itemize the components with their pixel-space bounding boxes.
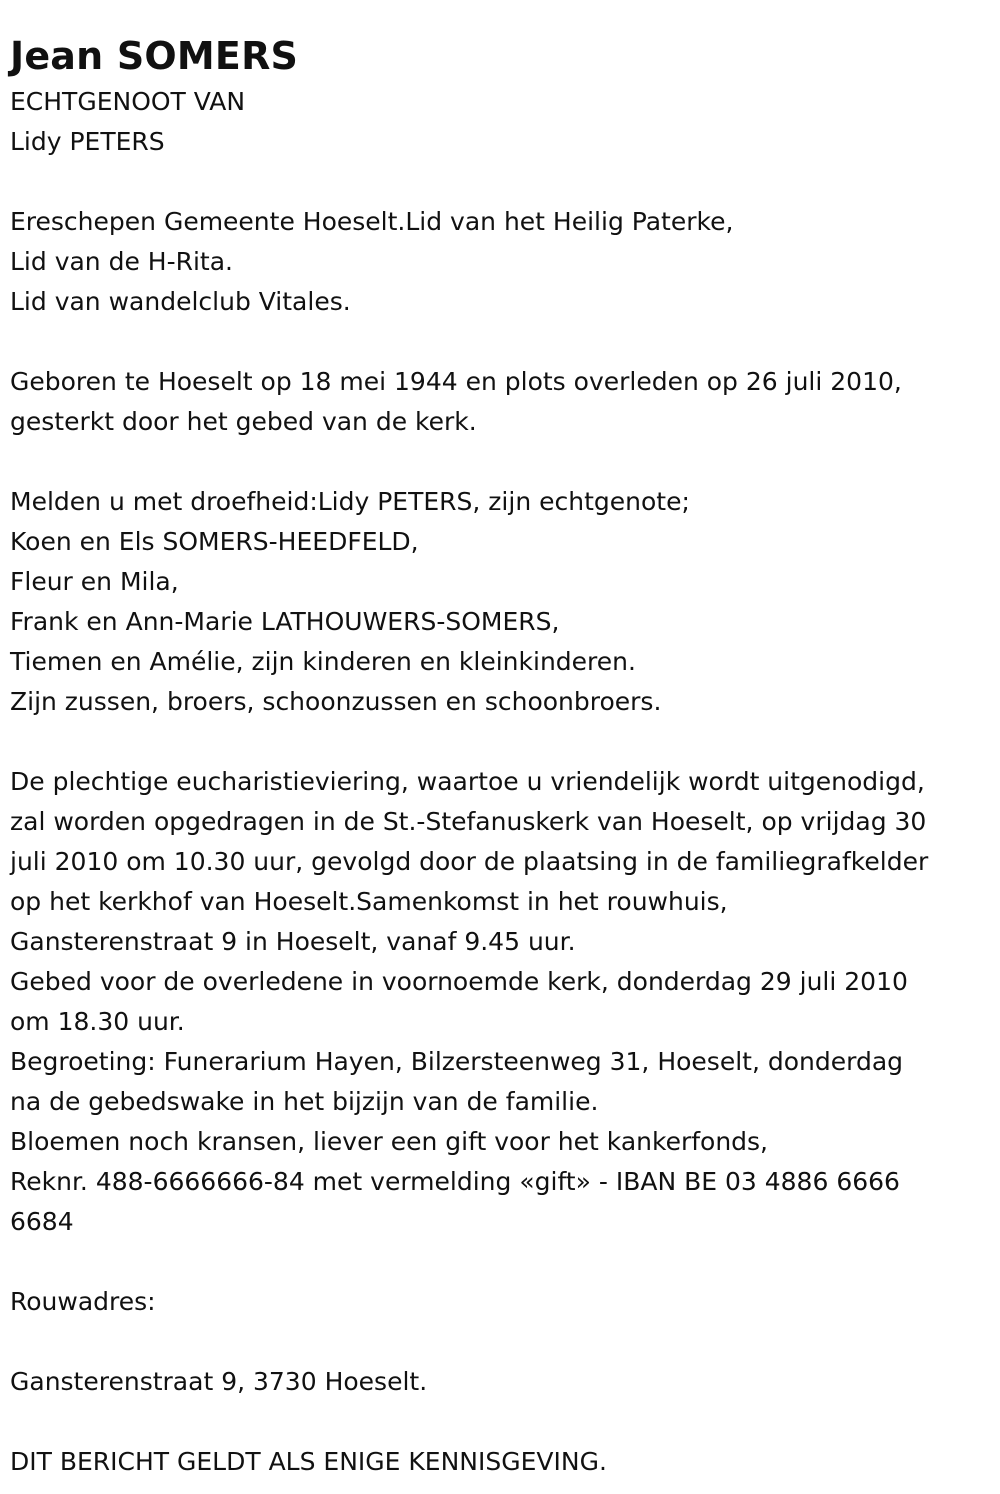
birth-death-line: gesterkt door het gebed van de kerk. [10, 407, 477, 436]
mourner-line: Fleur en Mila, [10, 567, 179, 596]
ceremony-line: Gebed voor de overledene in voornoemde kerk, donderdag 29 juli 2010 [10, 967, 908, 996]
address-label: Rouwadres: [10, 1287, 156, 1316]
memberships-block [10, 202, 990, 322]
notice-footer: DIT BERICHT GELDT ALS ENIGE KENNISGEVING. [10, 1447, 607, 1476]
ceremony-line: Begroeting: Funerarium Hayen, Bilzersteenweg 31, Hoeselt, donderdag [10, 1047, 904, 1076]
ceremony-line: Reknr. 488-6666666-84 met vermelding «gift» - IBAN BE 03 4886 6666 [10, 1167, 900, 1196]
spacer [10, 1402, 990, 1442]
mourner-line: Melden u met droefheid:Lidy PETERS, zijn echtgenote; [10, 487, 690, 516]
ceremony-line: 6684 [10, 1207, 74, 1236]
relation-line: ECHTGENOOT VAN [10, 87, 246, 116]
mourner-line: Zijn zussen, broers, schoonzussen en schoonbroers. [10, 687, 662, 716]
membership-line: Lid van de H-Rita. [10, 247, 233, 276]
ceremony-line: zal worden opgedragen in de St.-Stefanuskerk van Hoeselt, op vrijdag 30 [10, 807, 927, 836]
birth-death-line: Geboren te Hoeselt op 18 mei 1944 en plots overleden op 26 juli 2010, [10, 367, 902, 396]
spacer [10, 722, 990, 762]
ceremony-line: Gansterenstraat 9 in Hoeselt, vanaf 9.45 uur. [10, 927, 576, 956]
ceremony-line: op het kerkhof van Hoeselt.Samenkomst in het rouwhuis, [10, 887, 728, 916]
address-value: Gansterenstraat 9, 3730 Hoeselt. [10, 1367, 428, 1396]
mourners-block [10, 482, 990, 722]
spouse-name: Lidy PETERS [10, 127, 165, 156]
ceremony-line: na de gebedswake in het bijzijn van de familie. [10, 1087, 599, 1116]
spacer [10, 322, 990, 362]
ceremony-line: Bloemen noch kransen, liever een gift voor het kankerfonds, [10, 1127, 769, 1156]
mourner-line: Koen en Els SOMERS-HEEDFELD, [10, 527, 419, 556]
membership-line: Lid van wandelclub Vitales. [10, 287, 351, 316]
mourner-line: Frank en Ann-Marie LATHOUWERS-SOMERS, [10, 607, 560, 636]
ceremony-line: De plechtige eucharistieviering, waartoe u vriendelijk wordt uitgenodigd, [10, 767, 925, 796]
spacer [10, 1322, 990, 1362]
spacer [10, 442, 990, 482]
membership-line: Ereschepen Gemeente Hoeselt.Lid van het Heilig Paterke, [10, 207, 734, 236]
ceremony-block [10, 762, 990, 1242]
spacer [10, 1242, 990, 1282]
mourner-line: Tiemen en Amélie, zijn kinderen en kleinkinderen. [10, 647, 636, 676]
deceased-name: Jean SOMERS [10, 34, 299, 78]
ceremony-line: om 18.30 uur. [10, 1007, 185, 1036]
spacer [10, 162, 990, 202]
birth-death-block [10, 362, 990, 442]
ceremony-line: juli 2010 om 10.30 uur, gevolgd door de plaatsing in de familiegrafkelder [10, 847, 929, 876]
